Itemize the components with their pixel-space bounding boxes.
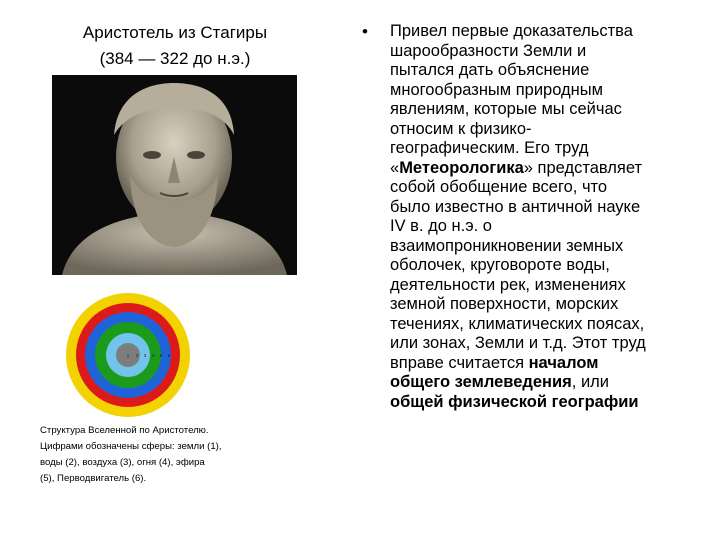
text-run: было известно в античной науке [390, 197, 641, 216]
text-run: собой обобщение всего, что [390, 178, 608, 196]
text-line [390, 354, 690, 374]
text-line [390, 42, 690, 62]
bust-illustration [52, 75, 297, 275]
text-run: оболочек, круговороте воды, [390, 256, 610, 274]
text-line [390, 315, 690, 335]
text-run: относим к физико- [390, 119, 532, 138]
text-run: взаимопроникновении земных [390, 236, 624, 255]
bold-text: началом [528, 353, 599, 372]
text-run: многообразным природным [390, 80, 603, 99]
sphere-number: 2 [135, 353, 139, 358]
text-run: географическим. Его труд [390, 139, 589, 157]
sphere-number: 5 [159, 353, 163, 358]
title-dates: (384 — 322 до н.э.) [99, 49, 251, 68]
text-line [390, 198, 690, 218]
title-name: Аристотель из Стагиры [82, 23, 268, 42]
text-run: Привел первые доказательства [390, 22, 633, 40]
text-line [390, 237, 690, 257]
text-line [390, 217, 690, 237]
aristotle-bust-image [52, 75, 297, 275]
text-run: земной поверхности, морских [390, 295, 619, 313]
caption-line: Структура Вселенной по Аристотелю. [40, 425, 209, 436]
sphere-number: 1 [126, 353, 130, 358]
text-line [390, 120, 690, 140]
caption-line: воды (2), воздуха (3), огня (4), эфира [40, 457, 205, 468]
universe-structure-diagram [58, 290, 198, 420]
text-line [390, 159, 690, 179]
description-text [390, 22, 690, 412]
text-run: IV в. до н.э. о [390, 217, 492, 235]
text-line [390, 373, 690, 393]
text-line [390, 81, 690, 101]
caption-line: Цифрами обозначены сферы: земли (1), [40, 441, 222, 452]
text-run: или зонах, Земли и т.д. Этот труд [390, 334, 646, 352]
text-line [390, 139, 690, 159]
text-run: » представляет [523, 158, 643, 177]
concentric-spheres [58, 290, 198, 420]
text-run: явлениям, которые мы сейчас [390, 100, 622, 118]
text-line [390, 334, 690, 354]
text-run: пытался дать объяснение [390, 61, 590, 79]
text-run: деятельности рек, изменениях [390, 275, 626, 294]
text-run: шарообразности Земли и [390, 41, 587, 60]
text-line [390, 61, 690, 81]
caption-line: (5), Перводвигатель (6). [40, 473, 147, 484]
bold-text: Метеорологика [399, 158, 524, 177]
bold-text: общей физической географии [390, 392, 639, 411]
text-line [390, 22, 690, 42]
text-run: вправе считается [390, 353, 529, 372]
sphere-number: 4 [151, 353, 155, 358]
sphere-number: 6 [167, 353, 171, 358]
text-line [390, 393, 690, 413]
text-run: течениях, климатических поясах, [390, 314, 645, 333]
bold-text: общего землеведения [390, 373, 572, 391]
text-line [390, 276, 690, 296]
text-run: , или [571, 373, 610, 391]
diagram-caption [40, 423, 280, 487]
text-line [390, 256, 690, 276]
sphere-number: 3 [143, 353, 147, 358]
slide-title [40, 20, 310, 72]
text-line [390, 178, 690, 198]
text-line [390, 295, 690, 315]
bullet-point: • [362, 22, 368, 41]
text-run: « [390, 158, 400, 177]
text-line [390, 100, 690, 120]
